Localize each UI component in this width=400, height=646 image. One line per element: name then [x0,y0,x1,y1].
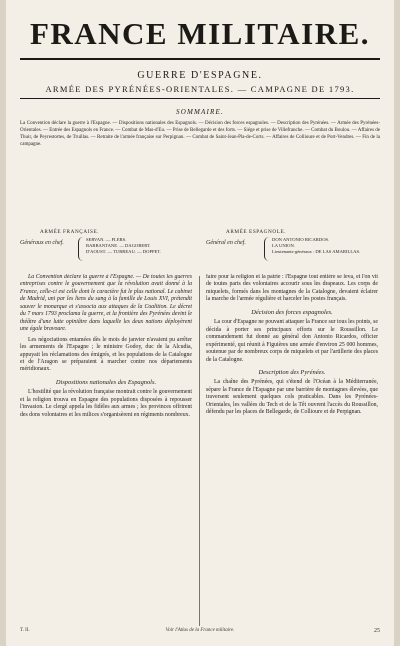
french-general: BARBANTANE. — DAGOBERT. [86,242,151,248]
paragraph: La chaîne des Pyrénées, qui s'étend de l'Océan à la Méditerranée, sépare la France de l'Espagne par une barrière de montagnes élevées, que traversent seulement quelques cols praticables. Dans les Pyrénées-Orientales, les vallées du Tech et de la Têt ouvrent l'accès du Roussillon, défendu par les places de Bellegarde, de Collioure et de Perpignan. [206,379,378,416]
page-number: 25 [374,628,380,634]
french-army [20,229,190,254]
spanish-army [206,229,376,254]
paragraph: faire pour la religion et la patrie : l'Espagne tout entière se leva, et l'on vit de toutes parts des volontaires accourir sous les drapeaux. Les corps de miquelets, formés dans les montagnes de la Catalogne, devaient éclairer la marche de l'armée régulière et harceler les postes français. [206,274,378,303]
paragraph: L'hostilité que la révolution française montrait contre le gouvernement et la religion trouva en Espagne des populations disposées à repousser l'invasion. Le clergé appela les fidèles aux armes ; les provinces offrirent des dons volontaires et les milices s'organisèrent en régiments nombreux. [20,389,192,418]
french-general: SERVAN. — FLERS. [86,237,127,242]
section-title: GUERRE D'ESPAGNE. [137,70,263,81]
masthead-title: FRANCE MILITAIRE. [29,16,371,51]
french-generals-list [86,237,196,254]
paragraph: La cour d'Espagne ne pouvant attaquer la France sur tous les points, se décida à porter ses principaux efforts sur le Roussillon. Le commandement fut donné au général don Antonio Ricardos, officier expérimenté, qui réunit à Figuières une armée d'environ 25 000 hommes, soutenue par de nombreux corps de miquelets et par l'artillerie des places de la Catalogne. [206,319,378,363]
subheading: Décision des forces espagnoles. [251,308,333,316]
column-divider [199,276,200,626]
brace-icon [264,237,271,261]
french-command-label: Généraux en chef. [20,240,64,246]
brace-icon [78,237,85,261]
paragraph: Les négociations entamées dès le mois de janvier n'avaient pu arrêter les armements de l'Espagne ; le ministre Godoy, duc de la Alcudia, appuyait les réclamations des émigrés, et les populations de la Catalogne et de l'Aragon se préparaient à marcher contre nos départements méridionaux. [20,336,192,373]
spanish-general: DON ANTONIO RICARDOS. [272,237,330,242]
spanish-command-label: Général en chef. [206,240,246,246]
spanish-general: LA UNION. [272,242,295,248]
summary-text: La Convention déclare la guerre à l'Espagne. — Dispositions nationales des Espagnols. — Décision des forces espagnoles. — Description des Pyrénées. — Armée des Pyrénées-Orientales. — Entrée des Espagnols en France. — Combat de Mas-d'Eu. — Prise de Bellegarde et des forts. — Siége et prise de Villefranche. — Combat du Boulou. — Affaires de Thuir, de Peyrestortes, de Truillas. — Retraite de l'armée française sur Perpignan. — Combat de Saint-Jean-Pla-de-Corts. — Affaires de Collioure et de Port-Vendres. — Fin de la campagne. [20,121,380,148]
spanish-generals-list [272,237,382,254]
page-edge-left [0,0,6,646]
spanish-army-header: ARMÉE ESPAGNOLE. [226,229,287,235]
left-text-column [20,274,192,630]
army-tables [20,230,380,270]
subheading: Description des Pyrénées. [258,368,326,376]
divider-rule [20,98,380,99]
section-subtitle: ARMÉE DES PYRÉNÉES-ORIENTALES. — CAMPAGNE DE 1793. [45,84,355,94]
right-text-column [206,274,378,630]
masthead [20,14,380,60]
french-general: D'AOUST. — TURREAU. — DOPPET. [86,248,161,254]
footer-note: Voir l'Atlas de la France militaire. [165,628,235,633]
page-footer [20,628,380,638]
subheading: Dispositions nationales des Espagnols. [55,378,157,386]
signature-mark: T. II. [20,628,30,633]
page-edge-right [394,0,400,646]
french-army-header: ARMÉE FRANÇAISE. [40,229,100,235]
summary-heading: SOMMAIRE. [176,108,224,116]
spanish-general: Lieutenants-généraux : DE LAS AMARILLAS. [272,248,361,254]
paragraph: La Convention déclare la guerre à l'Espagne. — De toutes les guerres entreprises contre le gouvernement que la révolution avait donné à la France, celle-ci est celle dont le caractère fut le plus national. Le cabinet de Madrid, uni par les liens du sang à la famille de Louis XVI, prétendit sauver le monarque et s'associa aux attaques de la Coalition. Le décret du 7 mars 1793 proclama la guerre, et la frontière des Pyrénées devint le théâtre d'une lutte opiniâtre dans laquelle les deux nations déployèrent une égale bravoure. [20,274,192,333]
